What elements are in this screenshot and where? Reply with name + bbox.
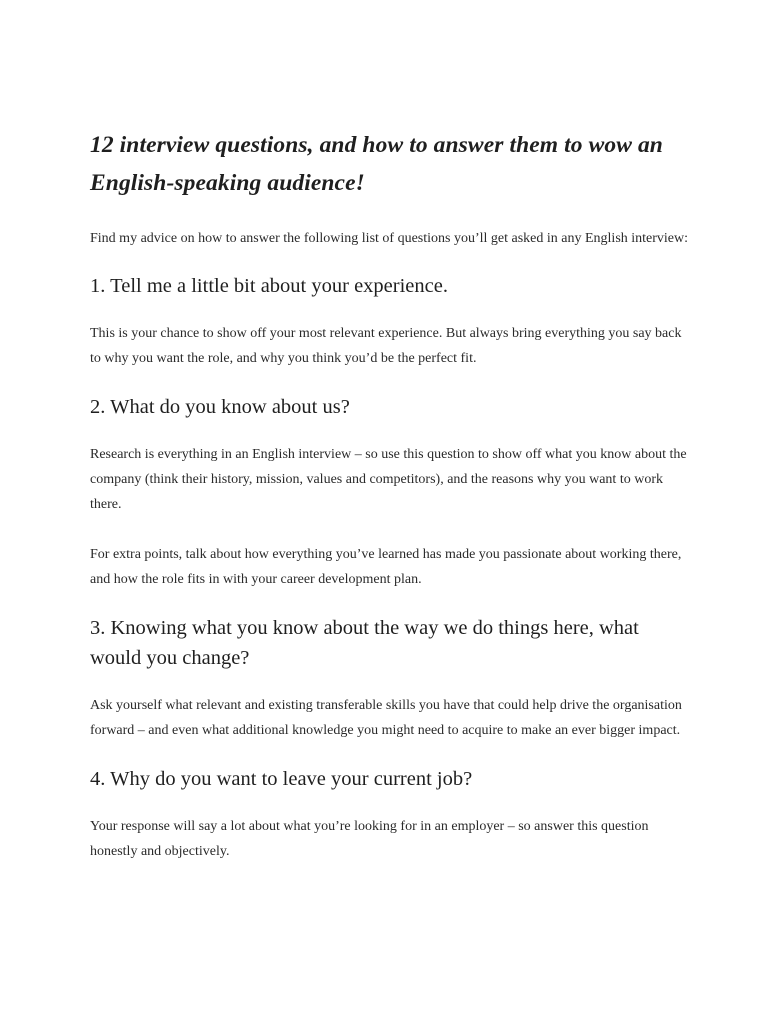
answer-paragraph: For extra points, talk about how everything you’ve learned has made you passionate about working there, and how the role fits in with your career development plan. (90, 547, 682, 587)
question-heading: 2. What do you know about us? (90, 396, 350, 418)
article (90, 126, 690, 885)
answer-paragraph: Ask yourself what relevant and existing transferable skills you have that could help drive the organisation forward – and even what additional knowledge you might need to acquire to make an ever bigger impact. (90, 698, 682, 738)
question-section-3 (90, 613, 690, 743)
question-heading: 3. Knowing what you know about the way we do things here, what would you change? (90, 617, 639, 669)
answer-paragraph: Your response will say a lot about what you’re looking for in an employer – so answer this question honestly and objectively. (90, 819, 649, 859)
question-section-1 (90, 271, 690, 371)
answer-paragraph: Research is everything in an English interview – so use this question to show off what you know about the company (think their history, mission, values and competitors), and the reasons why you want to work there. (90, 447, 687, 512)
article-title: 12 interview questions, and how to answer them to wow an English-speaking audience! (90, 132, 663, 196)
intro-paragraph: Find my advice on how to answer the following list of questions you’ll get asked in any English interview: (90, 231, 689, 246)
question-heading: 4. Why do you want to leave your current job? (90, 768, 473, 790)
question-section-4 (90, 764, 690, 864)
question-section-2 (90, 392, 690, 592)
answer-paragraph: This is your chance to show off your most relevant experience. But always bring everything you say back to why you want the role, and why you think you’d be the perfect fit. (90, 326, 682, 366)
question-heading: 1. Tell me a little bit about your experience. (90, 275, 448, 297)
